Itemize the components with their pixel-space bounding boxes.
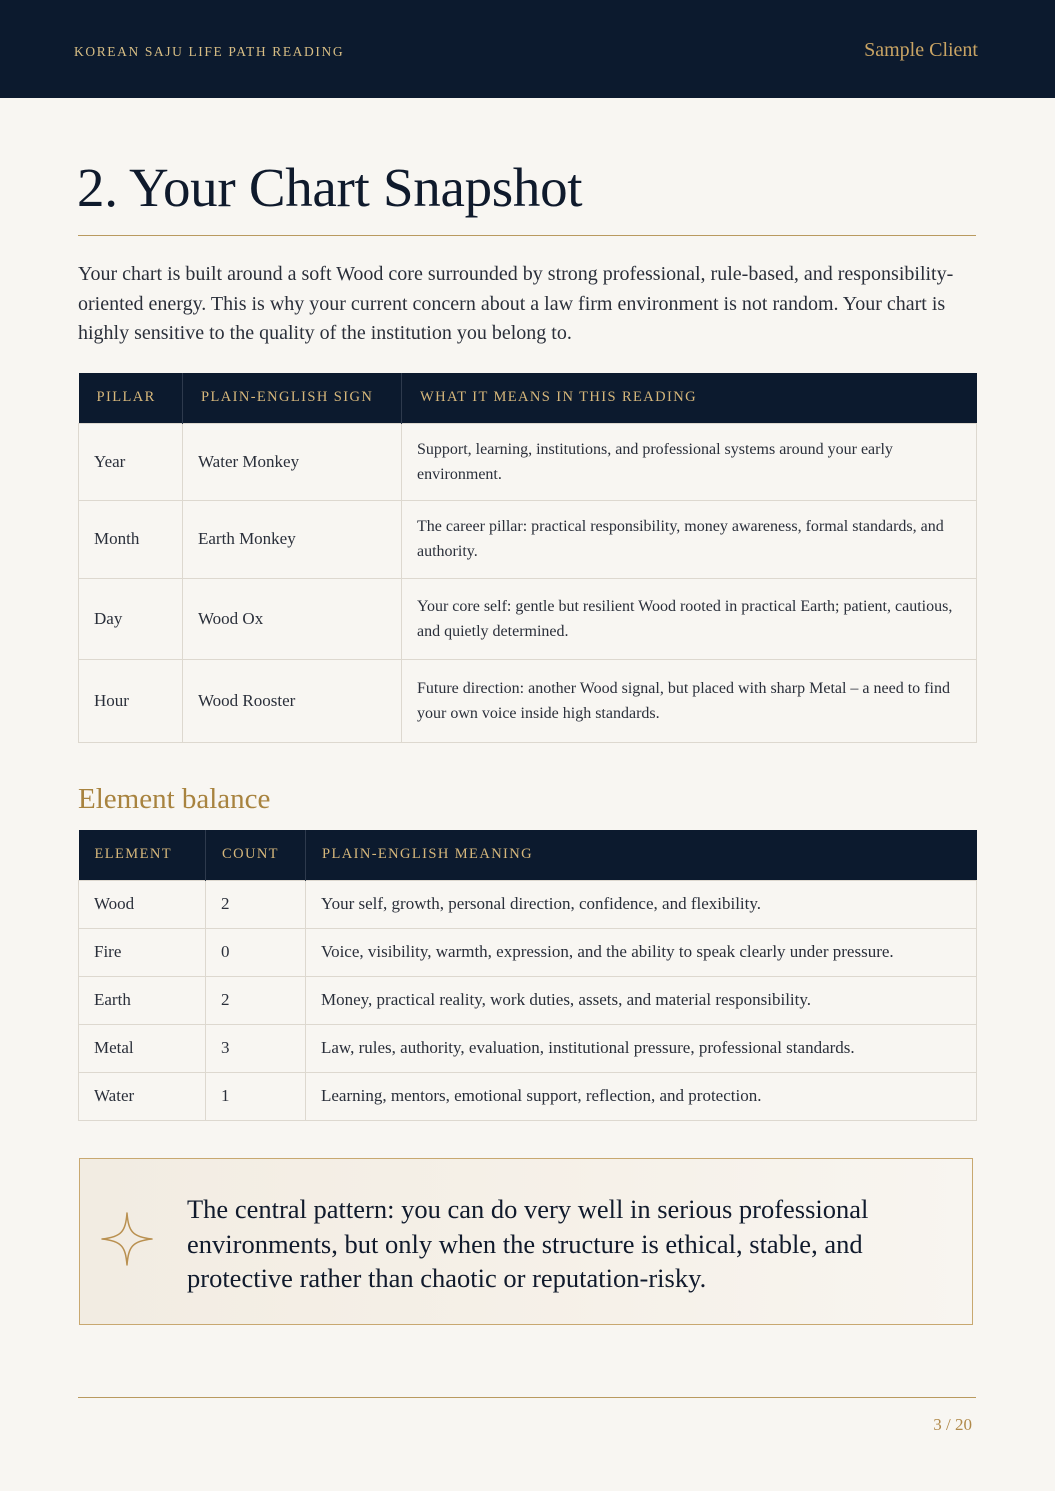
header-bar bbox=[0, 0, 1055, 98]
table-header-row bbox=[79, 830, 977, 880]
count-cell: 2 bbox=[206, 880, 306, 928]
sign-cell: Water Monkey bbox=[183, 423, 402, 500]
count-cell: 2 bbox=[206, 976, 306, 1024]
table-row bbox=[79, 659, 977, 742]
element-cell: Water bbox=[79, 1072, 206, 1120]
count-cell: 1 bbox=[206, 1072, 306, 1120]
table-row bbox=[79, 1024, 977, 1072]
pillar-cell: Year bbox=[79, 423, 183, 500]
meaning-cell: Your core self: gentle but resilient Wood rooted in practical Earth; patient, cautious, and quietly determined. bbox=[402, 578, 977, 659]
meaning-cell: Future direction: another Wood signal, but placed with sharp Metal – a need to find your own voice inside high standards. bbox=[402, 659, 977, 742]
table-row bbox=[79, 1072, 977, 1120]
pillar-cell: Month bbox=[79, 500, 183, 578]
element-cell: Fire bbox=[79, 928, 206, 976]
meaning-cell: Support, learning, institutions, and professional systems around your early environment. bbox=[402, 423, 977, 500]
report-brand: KOREAN SAJU LIFE PATH READING bbox=[74, 44, 345, 59]
title-divider bbox=[78, 235, 976, 236]
pillars-table bbox=[78, 373, 977, 743]
count-cell: 3 bbox=[206, 1024, 306, 1072]
meaning-cell: Voice, visibility, warmth, expression, and the ability to speak clearly under pressure. bbox=[306, 928, 977, 976]
sign-cell: Wood Ox bbox=[183, 578, 402, 659]
column-header-count: COUNT bbox=[206, 830, 306, 880]
meaning-cell: Law, rules, authority, evaluation, institutional pressure, professional standards. bbox=[306, 1024, 977, 1072]
element-balance-heading: Element balance bbox=[78, 783, 271, 815]
sign-cell: Earth Monkey bbox=[183, 500, 402, 578]
meaning-cell: The career pillar: practical responsibility, money awareness, formal standards, and authority. bbox=[402, 500, 977, 578]
column-header-meaning: WHAT IT MEANS IN THIS READING bbox=[402, 373, 977, 423]
page-title: 2. Your Chart Snapshot bbox=[77, 157, 583, 218]
meaning-cell: Money, practical reality, work duties, assets, and material responsibility. bbox=[306, 976, 977, 1024]
column-header-pillar: PILLAR bbox=[79, 373, 183, 423]
column-header-meaning: PLAIN-ENGLISH MEANING bbox=[306, 830, 977, 880]
pillar-cell: Day bbox=[79, 578, 183, 659]
element-cell: Metal bbox=[79, 1024, 206, 1072]
four-point-star-icon bbox=[100, 1211, 154, 1267]
element-cell: Wood bbox=[79, 880, 206, 928]
element-cell: Earth bbox=[79, 976, 206, 1024]
table-row bbox=[79, 578, 977, 659]
table-row bbox=[79, 880, 977, 928]
page-number: 3 / 20 bbox=[933, 1415, 972, 1434]
intro-paragraph: Your chart is built around a soft Wood core surrounded by strong professional, rule-based, and responsibility-oriented energy. This is why your current concern about a law firm environment is not random. Your chart is highly sensitive to the quality of the institution you belong to. bbox=[78, 263, 954, 344]
table-header-row bbox=[79, 373, 977, 423]
table-row bbox=[79, 928, 977, 976]
table-row bbox=[79, 976, 977, 1024]
element-balance-table bbox=[78, 830, 977, 1121]
count-cell: 0 bbox=[206, 928, 306, 976]
column-header-sign: PLAIN-ENGLISH SIGN bbox=[183, 373, 402, 423]
meaning-cell: Learning, mentors, emotional support, reflection, and protection. bbox=[306, 1072, 977, 1120]
pillar-cell: Hour bbox=[79, 659, 183, 742]
sign-cell: Wood Rooster bbox=[183, 659, 402, 742]
table-row bbox=[79, 500, 977, 578]
callout-text: The central pattern: you can do very well in serious professional environments, but only when the structure is ethical, stable, and protective rather than chaotic or reputation-risky. bbox=[187, 1194, 869, 1293]
table-row bbox=[79, 423, 977, 500]
column-header-element: ELEMENT bbox=[79, 830, 206, 880]
central-pattern-callout bbox=[79, 1158, 973, 1325]
footer-divider bbox=[78, 1397, 976, 1398]
meaning-cell: Your self, growth, personal direction, confidence, and flexibility. bbox=[306, 880, 977, 928]
client-name: Sample Client bbox=[864, 39, 978, 61]
